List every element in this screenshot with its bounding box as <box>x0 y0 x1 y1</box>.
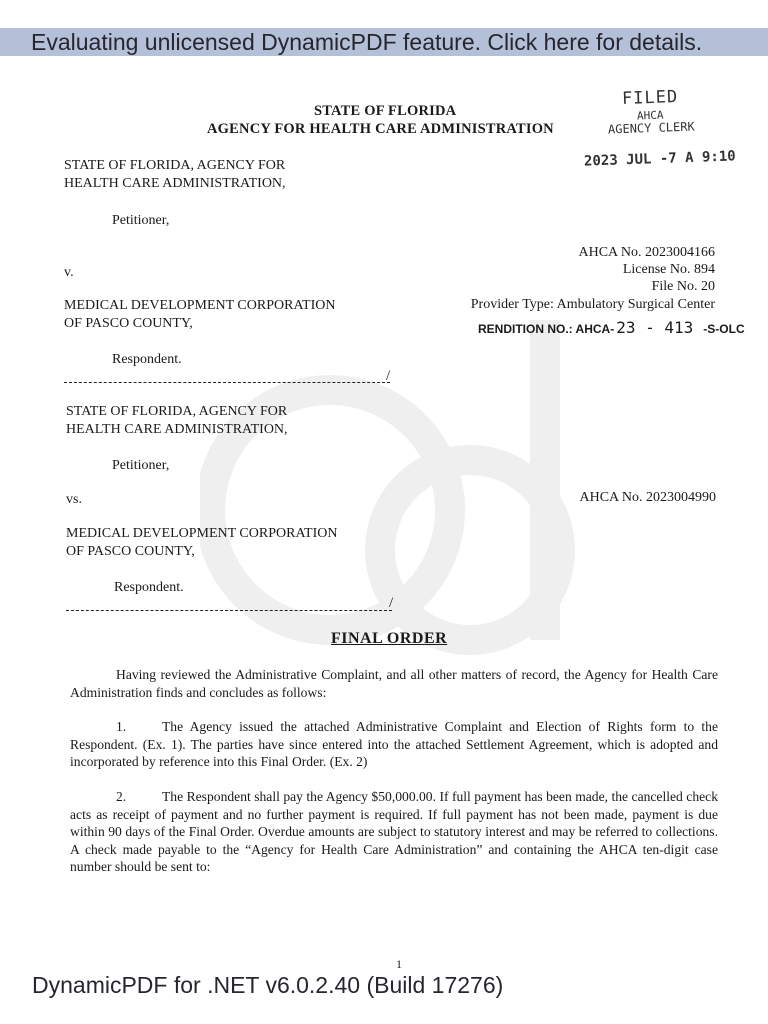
case1-rendition-number <box>478 318 745 337</box>
order-paragraph-2 <box>70 788 718 876</box>
case2-respondent-line2: OF PASCO COUNTY, <box>66 544 195 559</box>
case2-petitioner-line2: HEALTH CARE ADMINISTRATION, <box>66 422 288 437</box>
case2-caption-rule-end: / <box>389 595 394 611</box>
filed-stamp-filed: FILED <box>621 87 679 109</box>
case1-versus: v. <box>64 265 74 280</box>
filed-stamp-agency: AHCA <box>636 108 664 123</box>
header-agency: AGENCY FOR HEALTH CARE ADMINISTRATION <box>207 121 554 137</box>
case1-petitioner-line1: STATE OF FLORIDA, AGENCY FOR <box>64 158 286 173</box>
page-number: 1 <box>396 957 402 971</box>
case2-respondent-line1: MEDICAL DEVELOPMENT CORPORATION <box>66 526 338 541</box>
paragraph-1-number: 1. <box>116 719 127 734</box>
case2-versus: vs. <box>66 492 82 507</box>
rendition-suffix: -S-OLC <box>703 322 745 336</box>
case1-license-number: License No. 894 <box>622 262 715 277</box>
case2-respondent-role: Respondent. <box>114 580 184 595</box>
paragraph-2-text: The Respondent shall pay the Agency $50,000.00. If full payment has been made, the cancelled check acts as receipt of payment and no further payment is required. If full payment has not been made, payment is due within 90 days of the Final Order. Overdue amounts are subject to statutory interest and may be referred to collections. A check made payable to the “Agency for Health Care Administration” and containing the AHCA ten-digit case number should be sent to: <box>70 789 718 874</box>
paragraph-2-number: 2. <box>116 789 127 804</box>
case2-ahca-number: AHCA No. 2023004990 <box>579 490 716 505</box>
evaluation-banner-link[interactable]: Evaluating unlicensed DynamicPDF feature. Click here for details. <box>0 28 768 56</box>
case1-file-number: File No. 20 <box>651 279 715 294</box>
case1-provider-type: Provider Type: Ambulatory Surgical Center <box>470 297 715 312</box>
dynamicpdf-version-footer: DynamicPDF for .NET v6.0.2.40 (Build 17276) <box>32 972 504 998</box>
case1-petitioner-line2: HEALTH CARE ADMINISTRATION, <box>64 176 286 191</box>
filed-stamp-datetime: 2023 JUL -7 A 9:10 <box>583 148 736 170</box>
case1-ahca-number: AHCA No. 2023004166 <box>578 245 715 260</box>
paragraph-1-text: The Agency issued the attached Administrative Complaint and Election of Rights form to the Respondent. (Ex. 1). The parties have since entered into the attached Settlement Agreement, which is adopted and incorporated by reference into this Final Order. (Ex. 2) <box>70 719 718 769</box>
final-order-title: FINAL ORDER <box>331 630 448 647</box>
case1-caption-rule-end: / <box>386 368 391 384</box>
rendition-handwritten-number: 23 - 413 <box>616 318 694 337</box>
case1-petitioner-role: Petitioner, <box>112 213 170 228</box>
case2-petitioner-line1: STATE OF FLORIDA, AGENCY FOR <box>66 404 288 419</box>
case1-respondent-line1: MEDICAL DEVELOPMENT CORPORATION <box>64 298 336 313</box>
rendition-label: RENDITION NO.: AHCA- <box>478 322 615 336</box>
case2-petitioner-role: Petitioner, <box>112 458 170 473</box>
order-intro-paragraph: Having reviewed the Administrative Complaint, and all other matters of record, the Agency for Health Care Administration finds and concludes as follows: <box>70 667 718 700</box>
case2-caption-rule <box>66 610 392 611</box>
order-paragraph-1 <box>70 718 718 771</box>
dynamicpdf-watermark-logo <box>200 300 580 720</box>
filed-stamp-clerk: AGENCY CLERK <box>607 119 695 137</box>
case1-respondent-line2: OF PASCO COUNTY, <box>64 316 193 331</box>
case1-respondent-role: Respondent. <box>112 352 182 367</box>
header-state: STATE OF FLORIDA <box>314 103 457 119</box>
case1-caption-rule <box>64 382 390 383</box>
